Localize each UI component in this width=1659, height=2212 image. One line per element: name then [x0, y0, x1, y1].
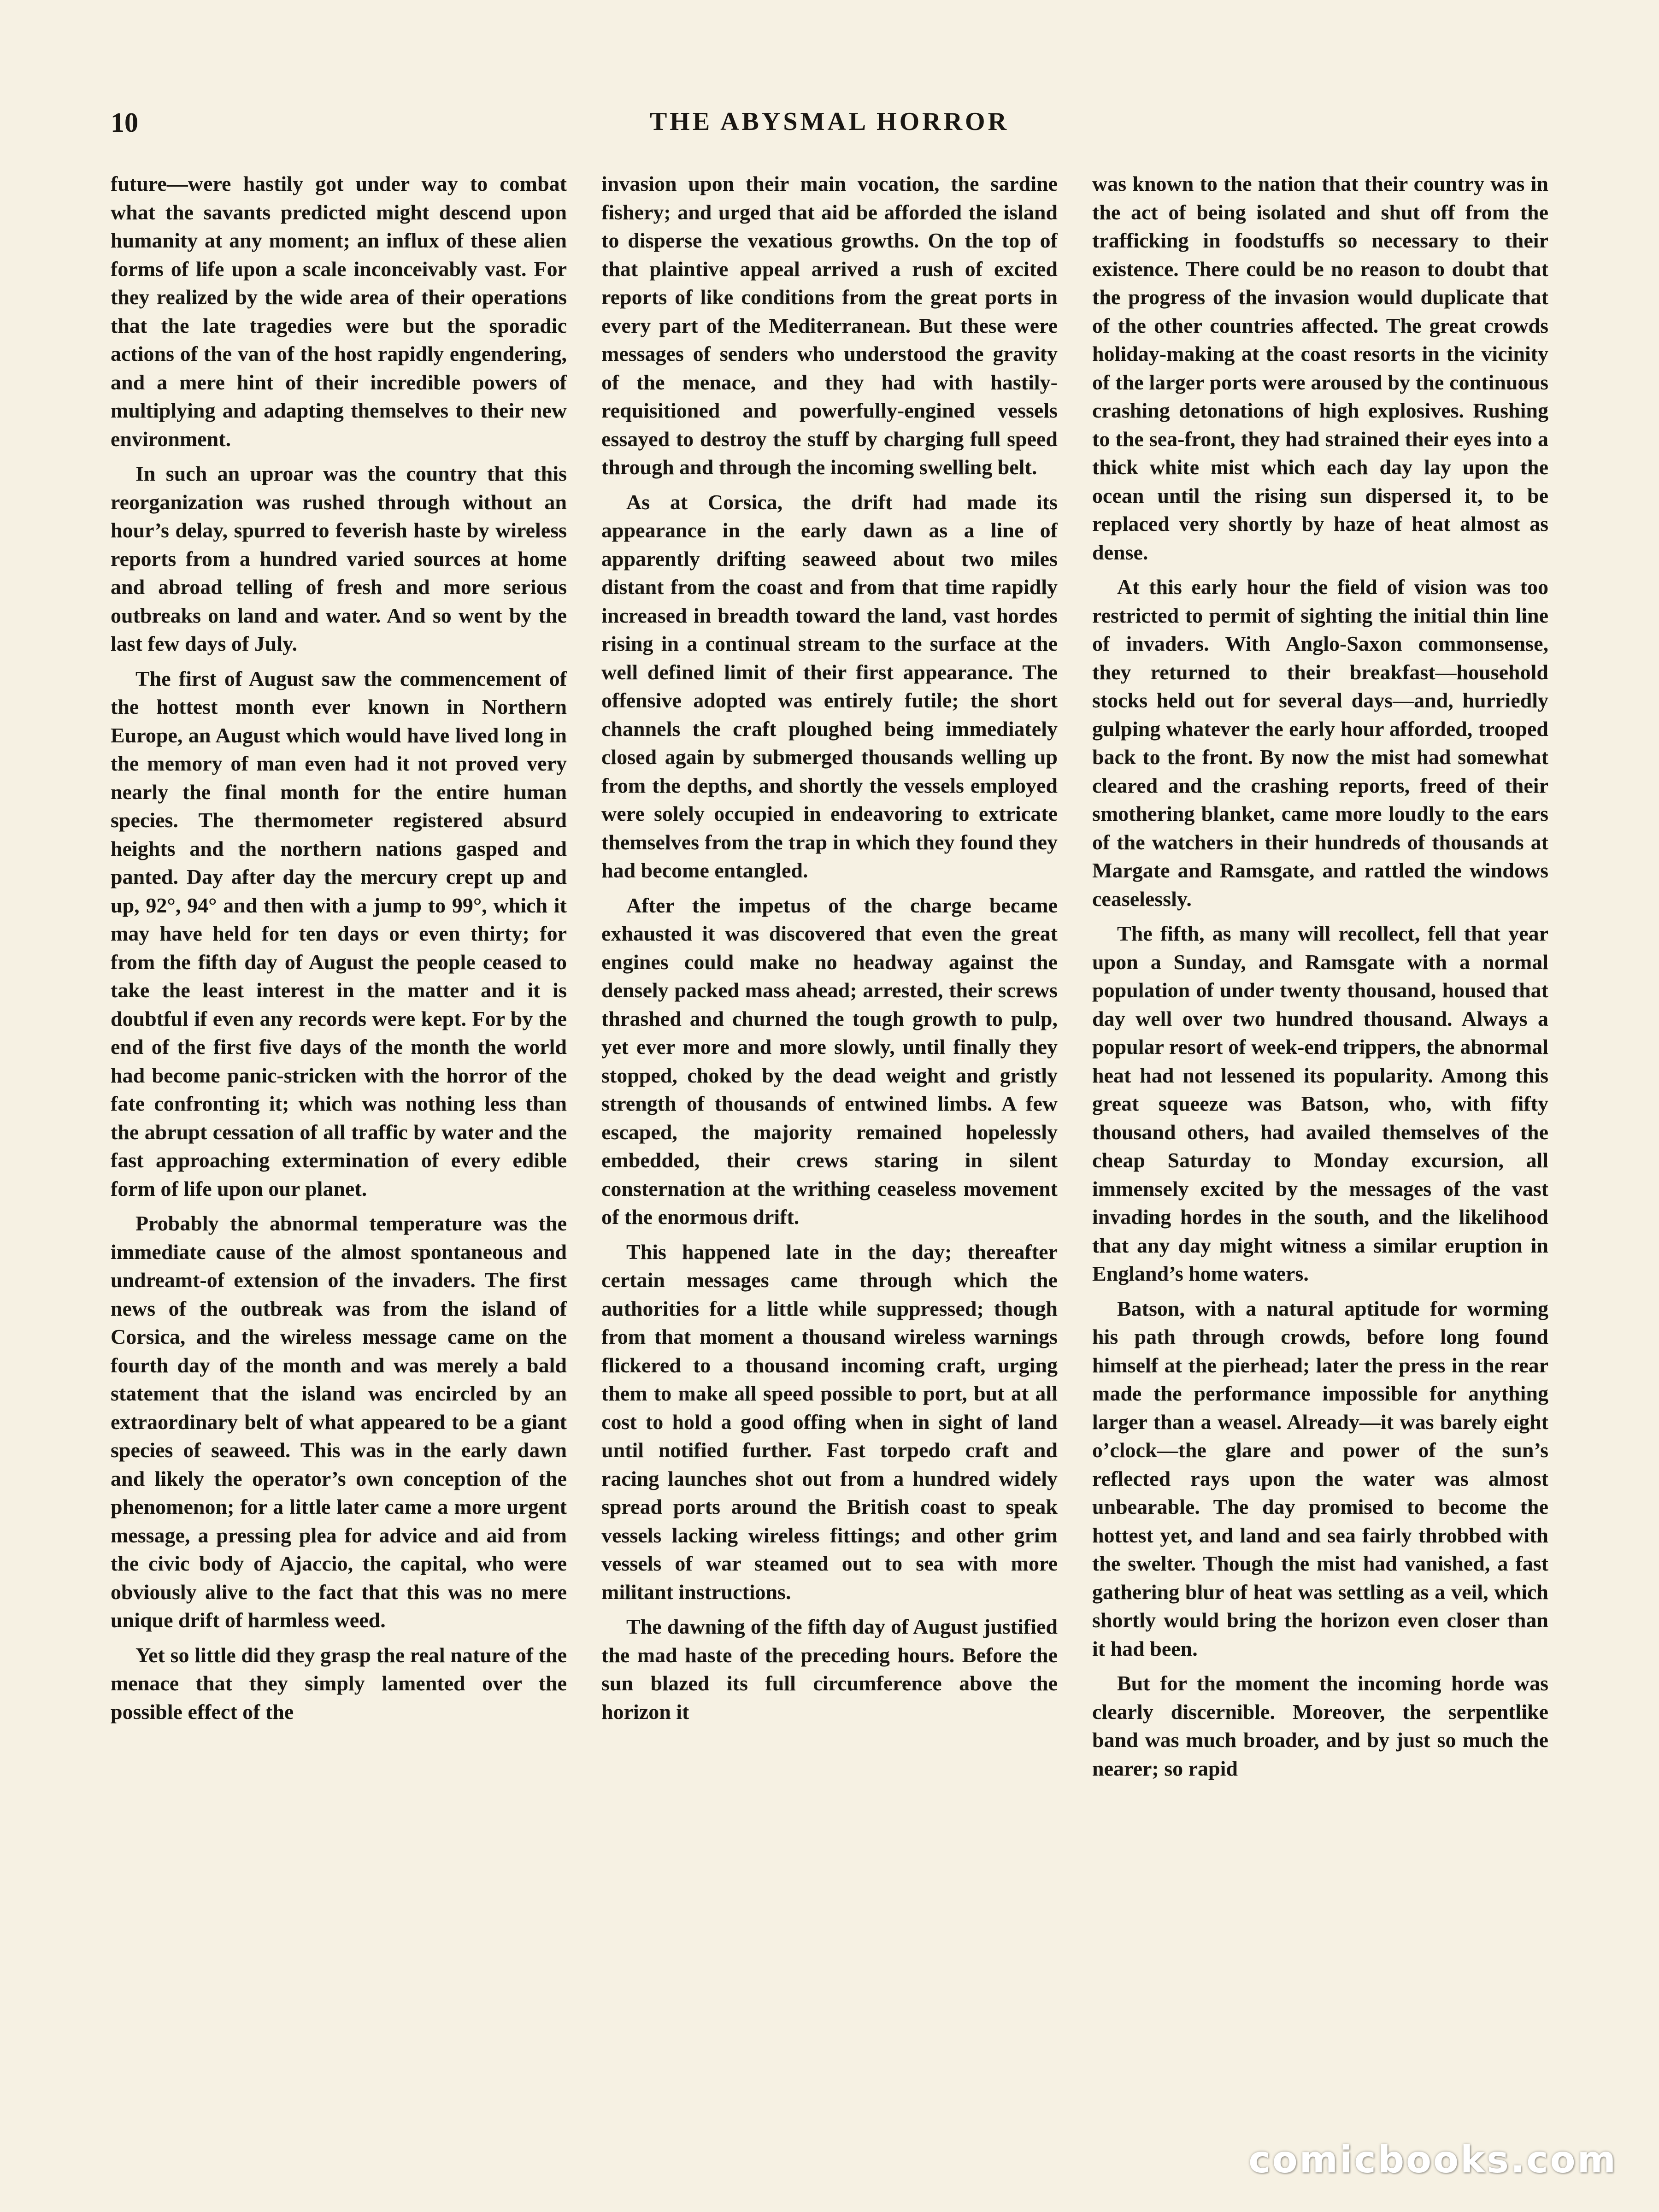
paragraph: But for the moment the incoming horde was clearly discernible. Moreover, the serpentlike band was much broader, and by just so much the nearer; so rapid — [1092, 1671, 1548, 1780]
page-number: 10 — [111, 107, 138, 138]
watermark-text: comicbooks.com — [1248, 2138, 1618, 2181]
paragraph: In such an uproar was the country that this reorganization was rushed through without an hour’s delay, spurred to feverish haste by wireless reports from a hundred varied sources at home and abroad telling of fresh and more serious outbreaks on land and water. And so went by the last few days of July. — [111, 462, 567, 655]
paragraph: The first of August saw the commencement of the hottest month ever known in Northern Europe, an August which would have lived long in the memory of man even had it not proved very nearly the final month for the entire human species. The thermometer registered absurd heights and the northern nations gasped and panted. Day after day the mercury crept up and up, 92°, 94° and then with a jump to 99°, which it may have held for ten days or even thirty; for from the fifth day of August the people ceased to take the least interest in the matter and it is doubtful if even any records were kept. For by the end of the first five days of the month the world had become panic-stricken with the horror of the fate confronting it; which was nothing less than the abrupt cessation of all traffic by water and the fast approaching extermination of every edible form of life upon our planet. — [111, 666, 567, 1200]
page-header — [111, 107, 1548, 162]
column-2 — [601, 170, 1058, 2114]
paragraph: The fifth, as many will recollect, fell that year upon a Sunday, and Ramsgate with a normal population of under twenty thousand, housed that day well over two hundred thousand. Always a popular resort of week-end trippers, the abnormal heat had not lessened its popularity. Among this great squeeze was Batson, who, with fifty thousand others, had availed themselves of the cheap Saturday to Monday excursion, all immensely excited by the messages of the vast invading hordes in the south, and the likelihood that any day might witness a similar eruption in England’s home waters. — [1092, 922, 1548, 1285]
article-body — [111, 170, 1548, 2114]
paragraph: As at Corsica, the drift had made its appearance in the early dawn as a line of apparently drifting seaweed about two miles distant from the coast and from that time rapidly increased in breadth toward the land, vast hordes rising in a continual stream to the surface at the well defined limit of their first appearance. The offensive adopted was entirely futile; the short channels the craft ploughed being immediately closed again by submerged thousands welling up from the depths, and shortly the vessels employed were solely occupied in endeavoring to extricate themselves from the trap in which they found they had become entangled. — [601, 490, 1058, 882]
paragraph: This happened late in the day; thereafter certain messages came through which the authorities for a little while suppressed; though from that moment a thousand wireless warnings flickered to a thousand incoming craft, urging them to make all speed possible to port, but at all cost to hold a good offing when in sight of land until notified further. Fast torpedo craft and racing launches shot out from a hundred widely spread ports around the British coast to speak vessels lacking wireless fittings; and other grim vessels of war steamed out to sea with more militant instructions. — [601, 1240, 1058, 1604]
paragraph: Probably the abnormal temperature was the immediate cause of the almost spontaneous and undreamt-of extension of the invaders. The first news of the outbreak was from the island of Corsica, and the wireless message came on the fourth day of the month and was merely a bald statement that the island was encircled by an extraordinary belt of what appeared to be a giant species of seaweed. This was in the early dawn and likely the operator’s own conception of the phenomenon; for a little later came a more urgent message, a pressing plea for advice and aid from the civic body of Ajaccio, the capital, who were obviously alive to the fact that this was no mere unique drift of harmless weed. — [111, 1212, 567, 1632]
paragraph: Yet so little did they grasp the real nature of the menace that they simply lamented over the possible effect of the — [111, 1643, 567, 1724]
paragraph: Batson, with a natural aptitude for worming his path through crowds, before long found himself at the pierhead; later the press in the rear made the performance impossible for anything larger than a weasel. Already—it was barely eight o’clock—the glare and power of the sun’s reflected rays upon the water was almost unbearable. The day promised to become the hottest yet, and land and sea fairly throbbed with the swelter. Though the mist had vanished, a fast gathering blur of heat was settling as a veil, which shortly would bring the horizon even closer than it had been. — [1092, 1296, 1548, 1660]
paragraph: After the impetus of the charge became exhausted it was discovered that even the great engines could make no headway against the densely packed mass ahead; arrested, their screws thrashed and churned the tough growth to pulp, yet ever more and more slowly, until finally they stopped, choked by the dead weight and gristly strength of thousands of entwined limbs. A few escaped, the majority remained hopelessly embedded, their crews staring in silent consternation at the writhing ceaseless movement of the enormous drift. — [601, 893, 1058, 1229]
column-3 — [1092, 170, 1548, 2114]
paragraph: was known to the nation that their country was in the act of being isolated and shut off from the trafficking in foodstuffs so necessary to their existence. There could be no reason to doubt that the progress of the invasion would duplicate that of the other countries affected. The great crowds holiday-making at the coast resorts in the vicinity of the larger ports were aroused by the continuous crashing detonations of high explosives. Rushing to the sea-front, they had strained their eyes into a thick white mist which each day lay upon the ocean until the rising sun dispersed it, to be replaced very shortly by haze of heat almost as dense. — [1092, 172, 1548, 564]
paragraph: future—were hastily got under way to combat what the savants predicted might descend upon humanity at any moment; an influx of these alien forms of life upon a scale inconceivably vast. For they realized by the wide area of their operations that the late tragedies were but the sporadic actions of the van of the host rapidly engendering, and a mere hint of their incredible powers of multiplying and adapting themselves to their new environment. — [111, 172, 567, 451]
column-1 — [111, 170, 567, 2114]
running-title: THE ABYSMAL HORROR — [649, 107, 1010, 136]
paragraph: The dawning of the fifth day of August justified the mad haste of the preceding hours. Before the sun blazed its full circumference above the horizon it — [601, 1615, 1058, 1724]
paragraph: invasion upon their main vocation, the sardine fishery; and urged that aid be afforded the island to disperse the vexatious growths. On the top of that plaintive appeal arrived a rush of excited reports of like conditions from the great ports in every part of the Mediterranean. But these were messages of senders who understood the gravity of the menace, and they had with hastily-requisitioned and powerfully-engined vessels essayed to destroy the stuff by charging full speed through and through the incoming swelling belt. — [601, 172, 1058, 479]
paragraph: At this early hour the field of vision was too restricted to permit of sighting the initial thin line of invaders. With Anglo-Saxon commonsense, they returned to their breakfast—household stocks held out for several days—and, hurriedly gulping whatever the early hour afforded, trooped back to the front. By now the mist had somewhat cleared and the crashing reports, freed of their smothering blanket, came more loudly to the ears of the watchers in their hundreds of thousands at Margate and Ramsgate, and rattled the windows ceaselessly. — [1092, 575, 1548, 911]
